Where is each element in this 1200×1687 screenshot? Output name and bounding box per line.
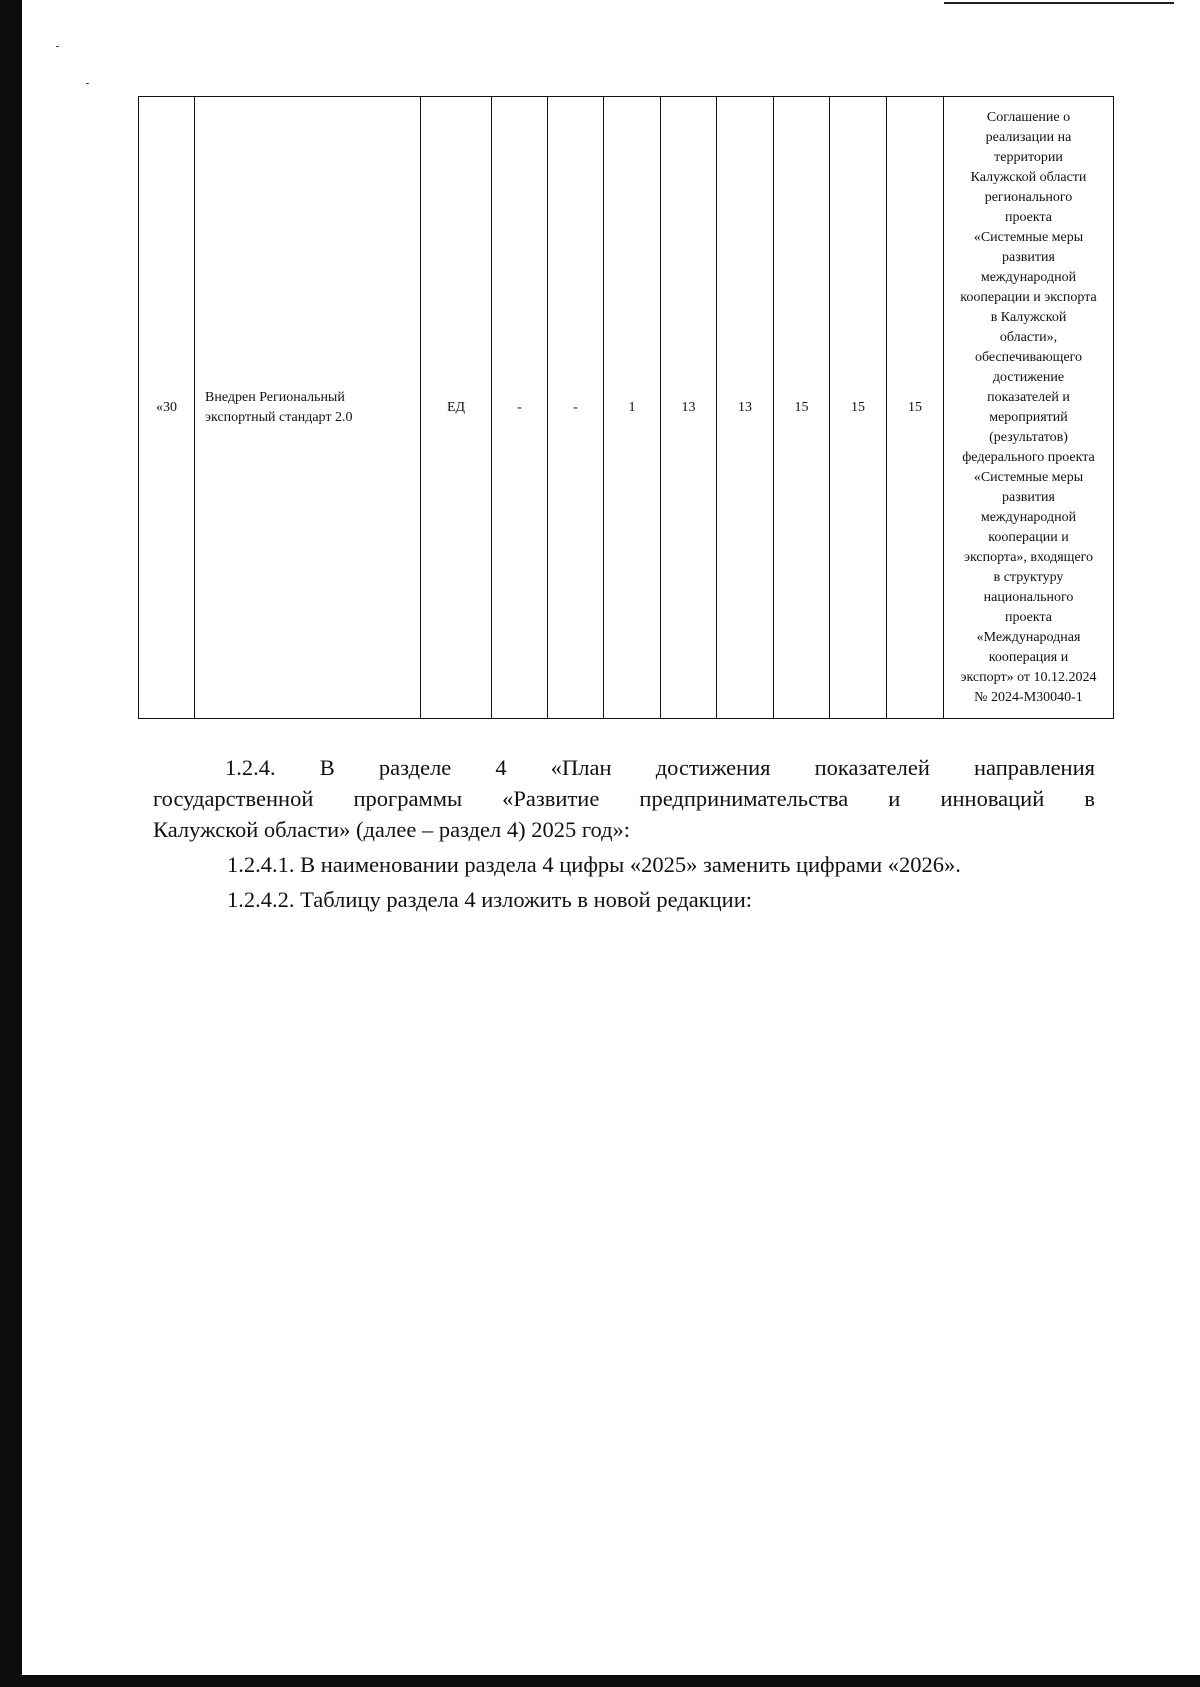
- paragraph-1-2-4-2: 1.2.4.2. Таблицу раздела 4 изложить в новой редакции:: [227, 887, 752, 912]
- value-cell: 1: [604, 97, 661, 719]
- value-cell: 15: [774, 97, 830, 719]
- value-cell: 15: [887, 97, 944, 719]
- scan-speck: [56, 46, 59, 47]
- value-cell: -: [548, 97, 604, 719]
- table-row: [139, 97, 1114, 719]
- scan-line-top: [944, 2, 1174, 4]
- indicator-table: [138, 96, 1114, 719]
- scan-speck: [86, 83, 89, 84]
- scan-border-left: [0, 0, 22, 1687]
- basis-document-cell: Соглашение о реализации на территории Калужской области регионального проекта «Системные меры развития международной кооперации и экспорта в Калужской области», обеспечивающего достижение показателей и мероприятий (результатов) федерального проекта «Системные меры развития международной кооперации и экспорта», входящего в структуру национального проекта «Международная кооперация и экспорт» от 10.12.2024 № 2024-М30040-1: [944, 97, 1114, 719]
- paragraph-text: 1.2.4. В разделе 4 «План достижения показателей направления: [225, 755, 1095, 780]
- row-number-cell: «30: [139, 97, 195, 719]
- value-cell: 13: [661, 97, 717, 719]
- value-cell: 13: [717, 97, 774, 719]
- paragraph-1-2-4-line-1: [153, 752, 1095, 783]
- value-cell: -: [492, 97, 548, 719]
- paragraph-1-2-4-line-2: государственной программы «Развитие предпринимательства и инноваций в: [153, 786, 1095, 811]
- indicator-name-cell: Внедрен Региональный экспортный стандарт 2.0: [195, 97, 421, 719]
- value-cell: 15: [830, 97, 887, 719]
- paragraph-1-2-4-1: 1.2.4.1. В наименовании раздела 4 цифры «2025» заменить цифрами «2026».: [227, 852, 961, 877]
- scan-border-bottom: [0, 1675, 1200, 1687]
- paragraph-1-2-4-line-3: Калужской области» (далее – раздел 4) 2025 год»:: [153, 817, 631, 842]
- unit-cell: ЕД: [421, 97, 492, 719]
